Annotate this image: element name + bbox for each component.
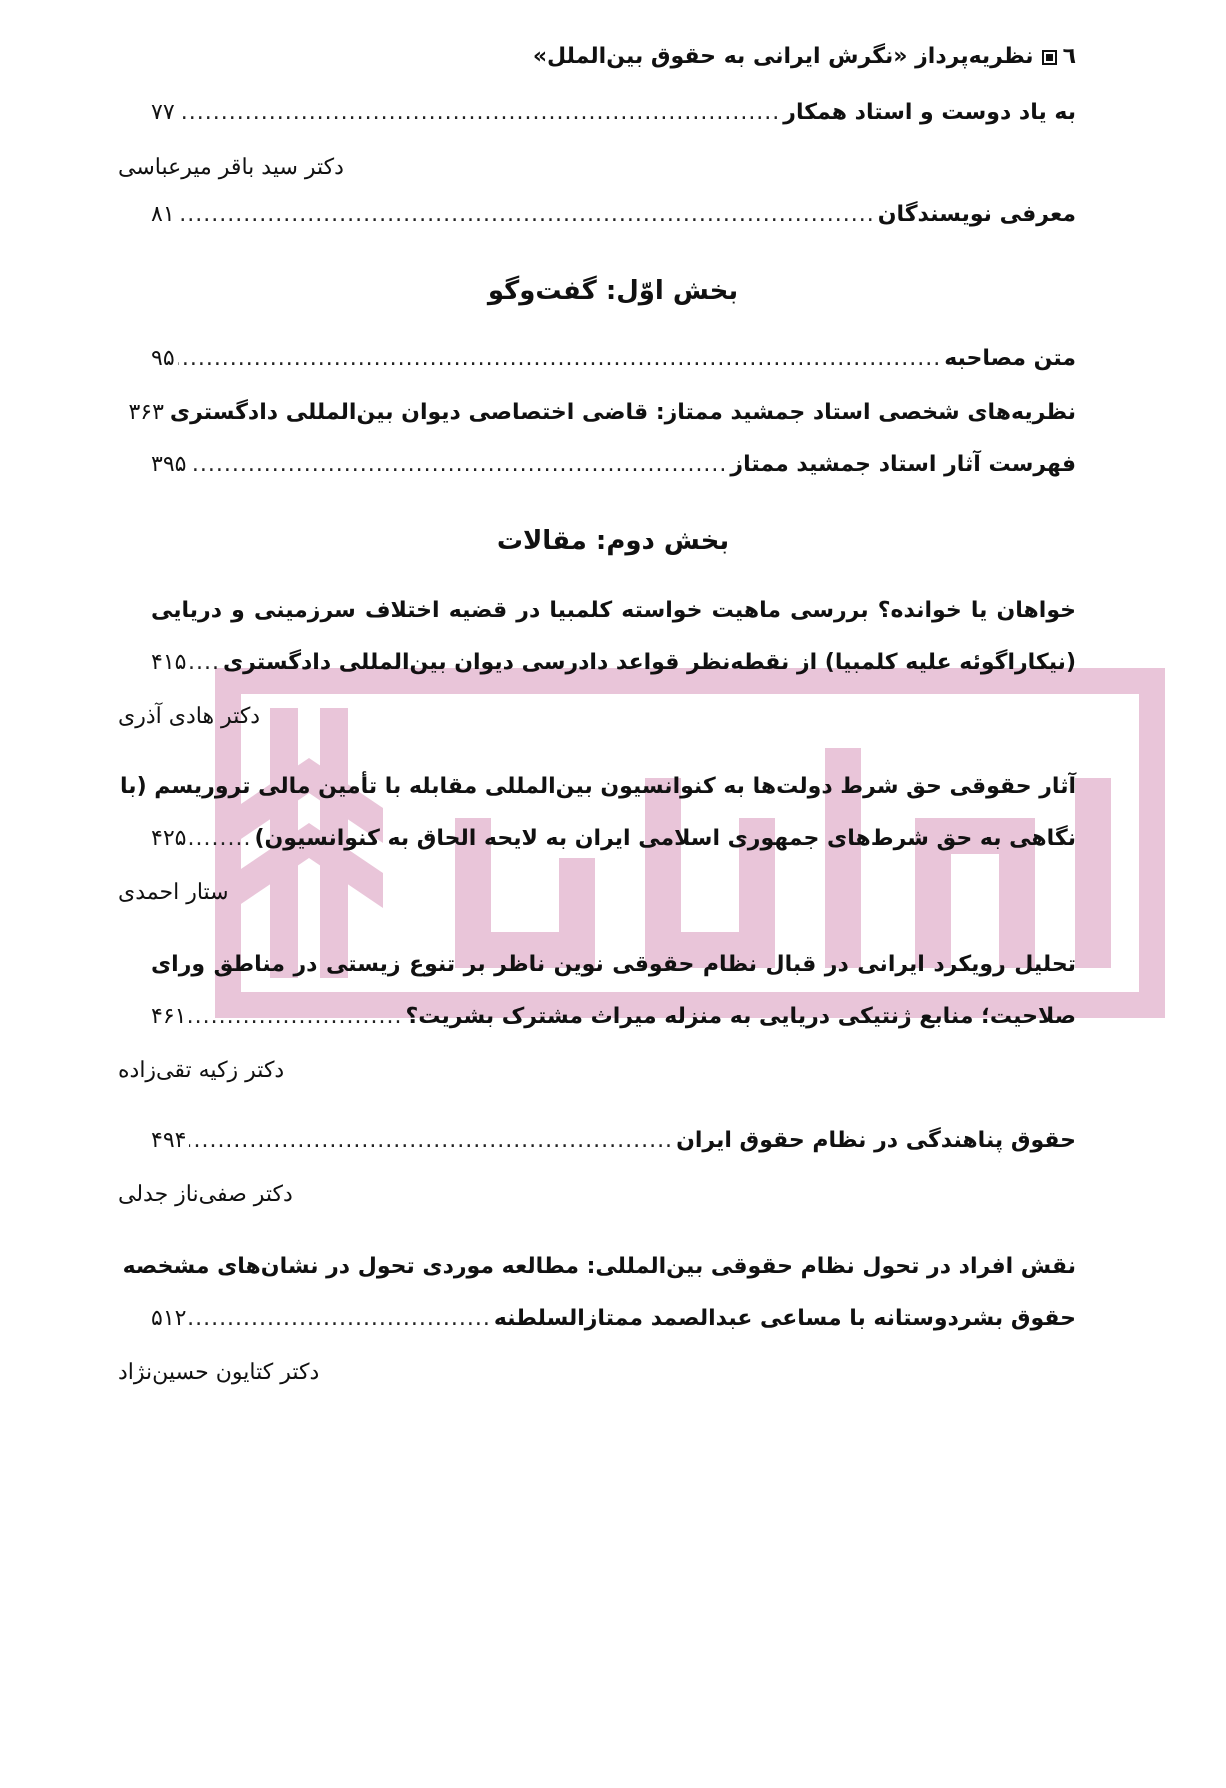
toc-entry-title: به یاد دوست و استاد همکار [783,100,1076,125]
toc-entry-title: معرفی نویسندگان [877,202,1076,227]
dot-leader [189,1306,490,1331]
toc-entry-title: حقوق پناهندگی در نظام حقوق ایران [676,1128,1076,1153]
toc-entry-page: ۴۶۱ [151,1004,187,1029]
dot-leader [189,1128,673,1153]
toc-entry-page: ۳۹۵ [151,452,187,477]
dot-leader [189,1004,402,1029]
toc-entry [128,400,1076,425]
toc-entry-title: حقوق بشردوستانه با مساعی عبدالصمد ممتازالسلطنه [493,1306,1076,1331]
page-number: ٦ [1062,44,1076,69]
toc-entry-author: دکتر زکیه تقی‌زاده [118,1058,285,1083]
dot-leader [189,826,251,851]
dot-leader [178,202,875,227]
toc-entry-page: ۹۵ [151,346,175,371]
toc-entry-page: ۳۶۳ [128,400,164,425]
section-heading: بخش دوم: مقالات [496,526,730,556]
toc-entry-page: ۴۹۴ [151,1128,187,1153]
toc-entry-author: دکتر کتایون حسین‌نژاد [118,1360,320,1385]
toc-entry [151,1004,1076,1029]
article-title-line: خواهان یا خوانده؟ بررسی ماهیت خواسته کلمبیا در قضیه اختلاف سرزمینی و دریایی [151,598,1076,623]
toc-entry-author: دکتر صفی‌ناز جدلی [118,1182,293,1207]
toc-entry-page: ۴۱۵ [151,650,187,675]
toc-entry [151,202,1076,227]
dot-leader [189,650,220,675]
toc-entry-title: نظریه‌های شخصی استاد جمشید ممتاز: قاضی اختصاصی دیوان بین‌المللی دادگستری [169,400,1076,425]
dot-leader [178,346,942,371]
section-heading: بخش اوّل: گفت‌وگو [487,276,739,306]
running-title: نظریه‌پرداز «نگرش ایرانی به حقوق بین‌الملل» [532,44,1034,69]
article-title-line: نقش افراد در تحول نظام حقوقی بین‌المللی: مطالعه موردی تحول در نشان‌های مشخصه [122,1254,1076,1279]
toc-entry-title: (نیکاراگوئه علیه کلمبیا) از نقطه‌نظر قواعد دادرسی دیوان بین‌المللی دادگستری [222,650,1076,675]
toc-entry [151,1128,1076,1153]
toc-entry-page: ۸۱ [151,202,175,227]
toc-entry-page: ۴۲۵ [151,826,187,851]
toc-entry-author: ستار احمدی [118,880,229,905]
toc-entry-page: ۷۷ [151,100,175,125]
toc-entry-author: دکتر هادی آذری [118,704,261,729]
toc-entry-title: صلاحیت؛ منابع ژنتیکی دریایی به منزله میراث مشترک بشریت؟ [405,1004,1076,1029]
toc-entry-title: نگاهی به حق شرط‌های جمهوری اسلامی ایران به لایحه الحاق به کنوانسیون) [254,826,1076,851]
toc-entry [151,1306,1076,1331]
toc-entry [151,826,1076,851]
toc-entry [151,346,1076,371]
article-title-line: آثار حقوقی حق شرط دولت‌ها به کنوانسیون بین‌المللی مقابله با تأمین مالی تروریسم (با [120,774,1076,799]
toc-entry-page: ۵۱۲ [151,1306,187,1331]
dot-leader [178,100,781,125]
toc-entry-author: دکتر سید باقر میرعباسی [118,155,344,180]
running-header [533,44,1076,69]
toc-entry [151,100,1076,125]
toc-entry-title: فهرست آثار استاد جمشید ممتاز [730,452,1076,477]
toc-entry [151,650,1076,675]
article-title-line: تحلیل رویکرد ایرانی در قبال نظام حقوقی نوین ناظر بر تنوع زیستی در مناطق ورای [151,952,1076,977]
toc-entry [151,452,1076,477]
square-bullet-icon [1042,50,1057,65]
dot-leader [189,452,727,477]
toc-entry-title: متن مصاحبه [944,346,1076,371]
